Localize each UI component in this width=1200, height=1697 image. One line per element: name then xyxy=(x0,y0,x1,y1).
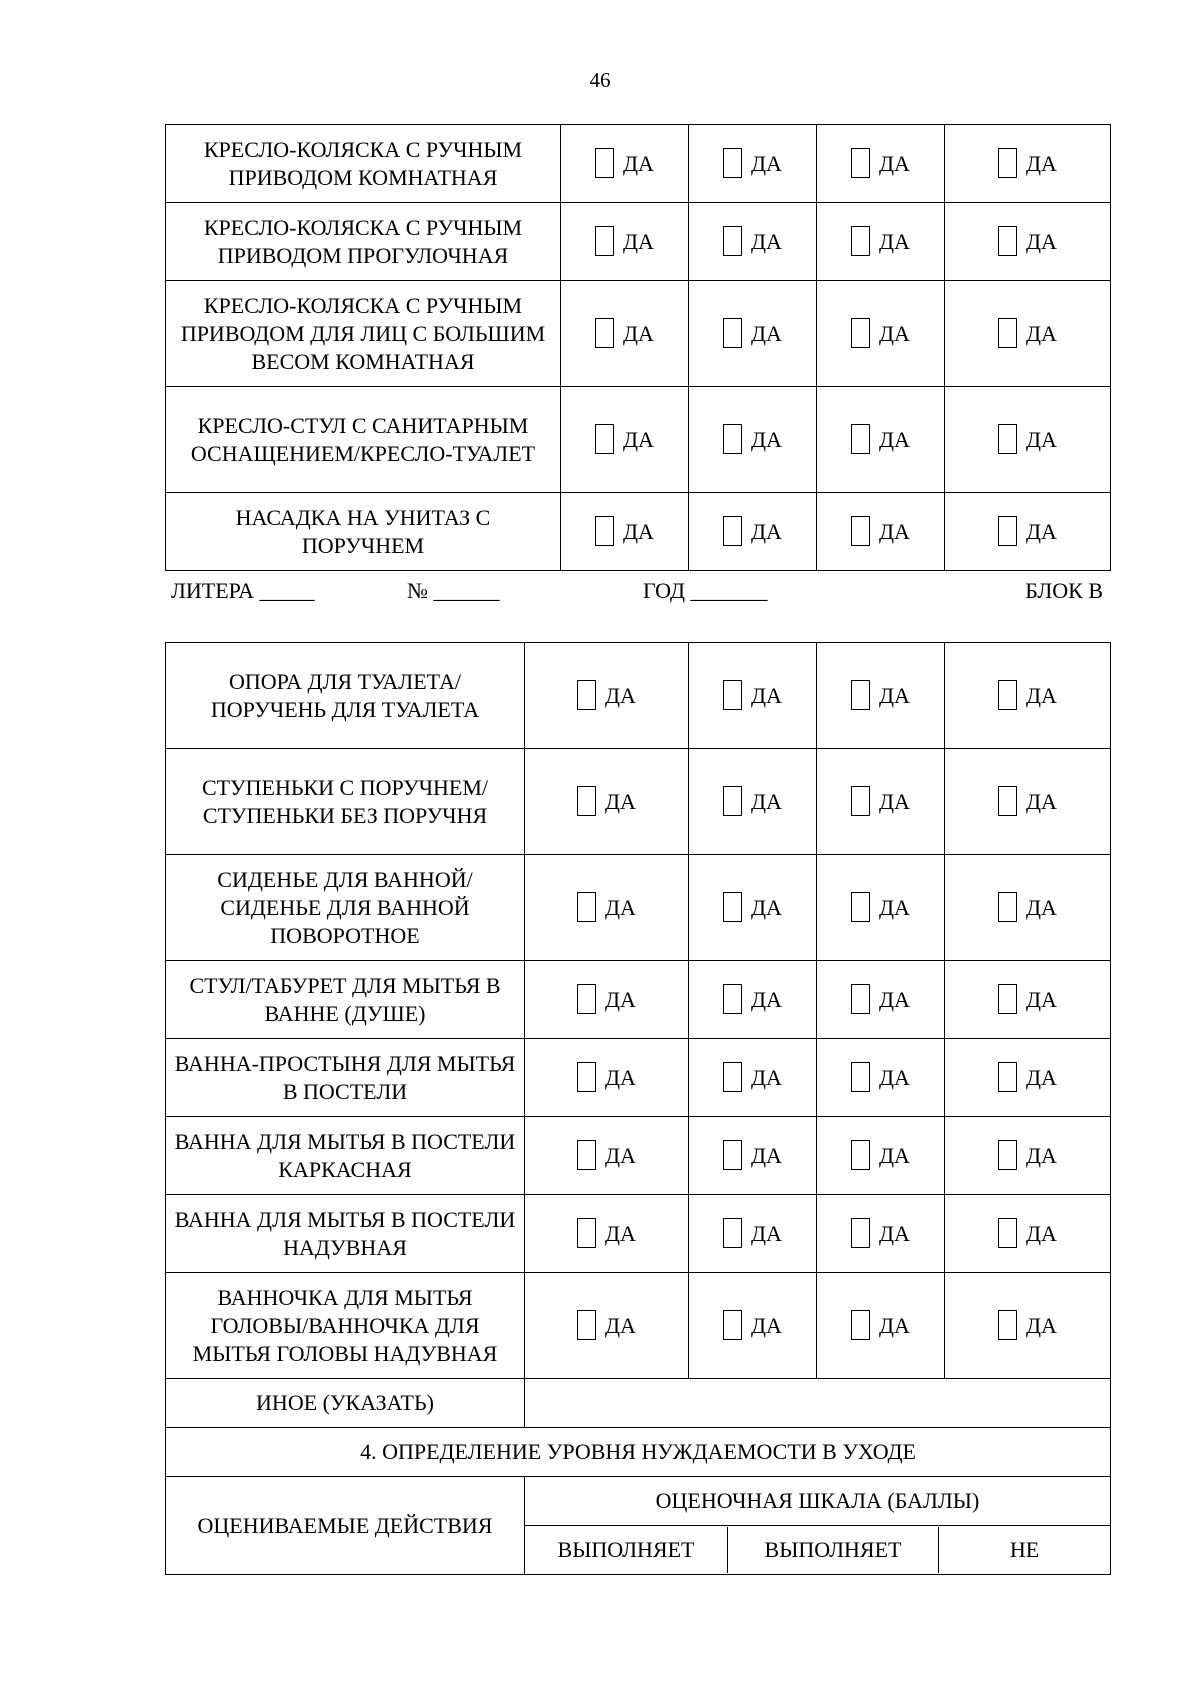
option-cell xyxy=(525,643,689,749)
equipment-name: ВАННА-ПРОСТЫНЯ ДЛЯ МЫТЬЯ В ПОСТЕЛИ xyxy=(166,1039,525,1117)
option-cell xyxy=(689,1195,817,1273)
yes-label: ДА xyxy=(1026,150,1057,176)
equipment-name: ВАННОЧКА ДЛЯ МЫТЬЯ ГОЛОВЫ/ВАННОЧКА ДЛЯ МЫТЬЯ ГОЛОВЫ НАДУВНАЯ xyxy=(166,1273,525,1379)
yes-label: ДА xyxy=(879,682,910,708)
yes-label: ДА xyxy=(751,788,782,814)
equipment-row xyxy=(166,493,1111,571)
equipment-name: КРЕСЛО-КОЛЯСКА С РУЧНЫМ ПРИВОДОМ ПРОГУЛОЧНАЯ xyxy=(166,203,561,281)
yes-checkbox[interactable] xyxy=(595,226,614,256)
yes-label: ДА xyxy=(751,894,782,920)
yes-label: ДА xyxy=(879,426,910,452)
option-cell xyxy=(945,961,1111,1039)
equipment-row xyxy=(166,1117,1111,1195)
yes-label: ДА xyxy=(751,320,782,346)
equipment-row xyxy=(166,1039,1111,1117)
equipment-name: КРЕСЛО-КОЛЯСКА С РУЧНЫМ ПРИВОДОМ ДЛЯ ЛИЦ С БОЛЬШИМ ВЕСОМ КОМНАТНАЯ xyxy=(166,281,561,387)
option-cell xyxy=(525,749,689,855)
option-cell xyxy=(525,1117,689,1195)
yes-label: ДА xyxy=(623,426,654,452)
option-cell xyxy=(817,281,945,387)
yes-label: ДА xyxy=(623,320,654,346)
scale-header-row xyxy=(166,1477,1111,1526)
yes-checkbox[interactable] xyxy=(998,516,1017,546)
option-cell xyxy=(525,961,689,1039)
option-cell xyxy=(817,387,945,493)
yes-label: ДА xyxy=(1026,320,1057,346)
rating-scale-header: ОЦЕНОЧНАЯ ШКАЛА (БАЛЛЫ) xyxy=(525,1477,1111,1526)
yes-checkbox[interactable] xyxy=(998,680,1017,710)
option-cell xyxy=(945,1273,1111,1379)
option-cell xyxy=(945,493,1111,571)
yes-label: ДА xyxy=(751,518,782,544)
yes-checkbox[interactable] xyxy=(577,1218,596,1248)
scale-header-2: ВЫПОЛНЯЕТ xyxy=(727,1527,939,1573)
yes-checkbox[interactable] xyxy=(723,318,742,348)
yes-label: ДА xyxy=(879,1312,910,1338)
yes-label: ДА xyxy=(1026,1064,1057,1090)
option-cell xyxy=(817,1039,945,1117)
yes-label: ДА xyxy=(879,1220,910,1246)
yes-checkbox[interactable] xyxy=(851,680,870,710)
yes-checkbox[interactable] xyxy=(851,1140,870,1170)
option-cell xyxy=(945,1195,1111,1273)
yes-label: ДА xyxy=(1026,1220,1057,1246)
equipment-name: КРЕСЛО-СТУЛ С САНИТАРНЫМ ОСНАЩЕНИЕМ/КРЕСЛО-ТУАЛЕТ xyxy=(166,387,561,493)
equipment-name: ВАННА ДЛЯ МЫТЬЯ В ПОСТЕЛИ КАРКАСНАЯ xyxy=(166,1117,525,1195)
yes-label: ДА xyxy=(605,1312,636,1338)
option-cell xyxy=(945,125,1111,203)
option-cell xyxy=(817,1195,945,1273)
option-cell xyxy=(689,1273,817,1379)
other-row xyxy=(166,1379,1111,1428)
section-title: 4. ОПРЕДЕЛЕНИЕ УРОВНЯ НУЖДАЕМОСТИ В УХОДЕ xyxy=(166,1428,1111,1477)
yes-label: ДА xyxy=(1026,682,1057,708)
option-cell xyxy=(689,1039,817,1117)
option-cell xyxy=(525,855,689,961)
yes-checkbox[interactable] xyxy=(577,1062,596,1092)
yes-checkbox[interactable] xyxy=(595,424,614,454)
yes-label: ДА xyxy=(751,150,782,176)
equipment-row xyxy=(166,643,1111,749)
equipment-name: СИДЕНЬЕ ДЛЯ ВАННОЙ/СИДЕНЬЕ ДЛЯ ВАННОЙ ПОВОРОТНОЕ xyxy=(166,855,525,961)
option-cell xyxy=(689,387,817,493)
yes-checkbox[interactable] xyxy=(723,680,742,710)
option-cell xyxy=(689,855,817,961)
option-cell xyxy=(945,1039,1111,1117)
option-cell xyxy=(945,855,1111,961)
assessed-actions-header: ОЦЕНИВАЕМЫЕ ДЕЙСТВИЯ xyxy=(166,1477,525,1575)
equipment-row xyxy=(166,749,1111,855)
year-field[interactable]: ГОД _______ xyxy=(643,578,768,603)
yes-label: ДА xyxy=(1026,1142,1057,1168)
yes-label: ДА xyxy=(751,986,782,1012)
yes-label: ДА xyxy=(605,1220,636,1246)
yes-label: ДА xyxy=(751,1064,782,1090)
equipment-name: КРЕСЛО-КОЛЯСКА С РУЧНЫМ ПРИВОДОМ КОМНАТНАЯ xyxy=(166,125,561,203)
equipment-row xyxy=(166,1273,1111,1379)
yes-checkbox[interactable] xyxy=(577,1310,596,1340)
option-cell xyxy=(945,387,1111,493)
yes-checkbox[interactable] xyxy=(723,516,742,546)
block-label: БЛОК В xyxy=(1025,578,1103,603)
yes-checkbox[interactable] xyxy=(723,148,742,178)
other-label: ИНОЕ (УКАЗАТЬ) xyxy=(166,1379,525,1428)
option-cell xyxy=(945,643,1111,749)
yes-checkbox[interactable] xyxy=(577,680,596,710)
yes-label: ДА xyxy=(605,1142,636,1168)
yes-label: ДА xyxy=(751,1312,782,1338)
yes-checkbox[interactable] xyxy=(723,786,742,816)
yes-label: ДА xyxy=(605,788,636,814)
yes-checkbox[interactable] xyxy=(998,1062,1017,1092)
yes-checkbox[interactable] xyxy=(998,1140,1017,1170)
yes-checkbox[interactable] xyxy=(577,786,596,816)
yes-checkbox[interactable] xyxy=(851,984,870,1014)
yes-label: ДА xyxy=(879,518,910,544)
scale-header-1: ВЫПОЛНЯЕТ xyxy=(557,1537,695,1562)
yes-checkbox[interactable] xyxy=(723,1218,742,1248)
yes-checkbox[interactable] xyxy=(723,1062,742,1092)
option-cell xyxy=(817,203,945,281)
yes-checkbox[interactable] xyxy=(851,1218,870,1248)
yes-checkbox[interactable] xyxy=(851,892,870,922)
yes-label: ДА xyxy=(879,228,910,254)
equipment-row xyxy=(166,855,1111,961)
equipment-name: СТУЛ/ТАБУРЕТ ДЛЯ МЫТЬЯ В ВАННЕ (ДУШЕ) xyxy=(166,961,525,1039)
number-field[interactable]: № ______ xyxy=(407,578,500,603)
option-cell xyxy=(689,961,817,1039)
yes-label: ДА xyxy=(879,788,910,814)
option-cell xyxy=(817,961,945,1039)
yes-label: ДА xyxy=(605,894,636,920)
option-cell xyxy=(561,493,689,571)
page-number: 46 xyxy=(589,68,611,92)
yes-checkbox[interactable] xyxy=(851,1062,870,1092)
yes-label: ДА xyxy=(1026,986,1057,1012)
scale-header-3: НЕ xyxy=(1009,1537,1040,1562)
option-cell xyxy=(689,1117,817,1195)
equipment-table-2 xyxy=(165,642,1111,1575)
yes-label: ДА xyxy=(605,682,636,708)
equipment-row xyxy=(166,961,1111,1039)
yes-label: ДА xyxy=(605,986,636,1012)
option-cell xyxy=(689,643,817,749)
yes-checkbox[interactable] xyxy=(723,1140,742,1170)
yes-label: ДА xyxy=(751,682,782,708)
section-title-row xyxy=(166,1428,1111,1477)
equipment-name: ОПОРА ДЛЯ ТУАЛЕТА/ПОРУЧЕНЬ ДЛЯ ТУАЛЕТА xyxy=(166,643,525,749)
equipment-name: СТУПЕНЬКИ С ПОРУЧНЕМ/СТУПЕНЬКИ БЕЗ ПОРУЧНЯ xyxy=(166,749,525,855)
option-cell xyxy=(689,749,817,855)
equipment-row xyxy=(166,203,1111,281)
option-cell xyxy=(561,387,689,493)
option-cell xyxy=(525,1039,689,1117)
option-cell xyxy=(525,1195,689,1273)
yes-label: ДА xyxy=(623,228,654,254)
yes-label: ДА xyxy=(623,150,654,176)
yes-checkbox[interactable] xyxy=(595,318,614,348)
yes-label: ДА xyxy=(879,894,910,920)
equipment-table-1 xyxy=(165,124,1111,571)
yes-checkbox[interactable] xyxy=(851,226,870,256)
option-cell xyxy=(525,1273,689,1379)
yes-checkbox[interactable] xyxy=(998,148,1017,178)
yes-label: ДА xyxy=(1026,1312,1057,1338)
option-cell xyxy=(689,493,817,571)
option-cell xyxy=(561,281,689,387)
yes-checkbox[interactable] xyxy=(998,1310,1017,1340)
yes-checkbox[interactable] xyxy=(998,984,1017,1014)
yes-label: ДА xyxy=(751,228,782,254)
yes-label: ДА xyxy=(751,426,782,452)
option-cell xyxy=(945,749,1111,855)
yes-checkbox[interactable] xyxy=(851,786,870,816)
option-cell xyxy=(945,281,1111,387)
option-cell xyxy=(561,203,689,281)
yes-checkbox[interactable] xyxy=(723,1310,742,1340)
option-cell xyxy=(561,125,689,203)
yes-label: ДА xyxy=(1026,228,1057,254)
yes-checkbox[interactable] xyxy=(723,424,742,454)
yes-checkbox[interactable] xyxy=(577,1140,596,1170)
yes-checkbox[interactable] xyxy=(998,226,1017,256)
equipment-row xyxy=(166,125,1111,203)
yes-checkbox[interactable] xyxy=(998,786,1017,816)
yes-label: ДА xyxy=(623,518,654,544)
option-cell xyxy=(817,643,945,749)
yes-checkbox[interactable] xyxy=(998,1218,1017,1248)
option-cell xyxy=(689,125,817,203)
yes-checkbox[interactable] xyxy=(595,148,614,178)
yes-label: ДА xyxy=(879,320,910,346)
yes-label: ДА xyxy=(1026,894,1057,920)
yes-label: ДА xyxy=(879,1064,910,1090)
litera-field[interactable]: ЛИТЕРА _____ xyxy=(171,578,315,603)
yes-checkbox[interactable] xyxy=(595,516,614,546)
option-cell xyxy=(945,203,1111,281)
equipment-name: НАСАДКА НА УНИТАЗ С ПОРУЧНЕМ xyxy=(166,493,561,571)
option-cell xyxy=(817,855,945,961)
option-cell xyxy=(817,125,945,203)
yes-label: ДА xyxy=(879,150,910,176)
yes-label: ДА xyxy=(751,1220,782,1246)
yes-label: ДА xyxy=(879,986,910,1012)
yes-checkbox[interactable] xyxy=(723,892,742,922)
yes-checkbox[interactable] xyxy=(851,516,870,546)
equipment-row xyxy=(166,1195,1111,1273)
yes-checkbox[interactable] xyxy=(998,318,1017,348)
option-cell xyxy=(817,749,945,855)
yes-label: ДА xyxy=(1026,518,1057,544)
yes-checkbox[interactable] xyxy=(723,984,742,1014)
option-cell xyxy=(817,1117,945,1195)
option-cell xyxy=(817,493,945,571)
option-cell xyxy=(945,1117,1111,1195)
yes-checkbox[interactable] xyxy=(577,984,596,1014)
yes-label: ДА xyxy=(1026,426,1057,452)
yes-checkbox[interactable] xyxy=(577,892,596,922)
yes-label: ДА xyxy=(751,1142,782,1168)
option-cell xyxy=(689,203,817,281)
form-meta-line xyxy=(171,578,1103,608)
yes-checkbox[interactable] xyxy=(851,1310,870,1340)
yes-checkbox[interactable] xyxy=(998,892,1017,922)
yes-label: ДА xyxy=(1026,788,1057,814)
yes-checkbox[interactable] xyxy=(998,424,1017,454)
equipment-row xyxy=(166,281,1111,387)
option-cell xyxy=(817,1273,945,1379)
yes-label: ДА xyxy=(879,1142,910,1168)
equipment-row xyxy=(166,387,1111,493)
yes-label: ДА xyxy=(605,1064,636,1090)
equipment-name: ВАННА ДЛЯ МЫТЬЯ В ПОСТЕЛИ НАДУВНАЯ xyxy=(166,1195,525,1273)
other-input-cell[interactable] xyxy=(525,1379,1111,1428)
yes-checkbox[interactable] xyxy=(851,148,870,178)
option-cell xyxy=(689,281,817,387)
yes-checkbox[interactable] xyxy=(723,226,742,256)
yes-checkbox[interactable] xyxy=(851,318,870,348)
yes-checkbox[interactable] xyxy=(851,424,870,454)
